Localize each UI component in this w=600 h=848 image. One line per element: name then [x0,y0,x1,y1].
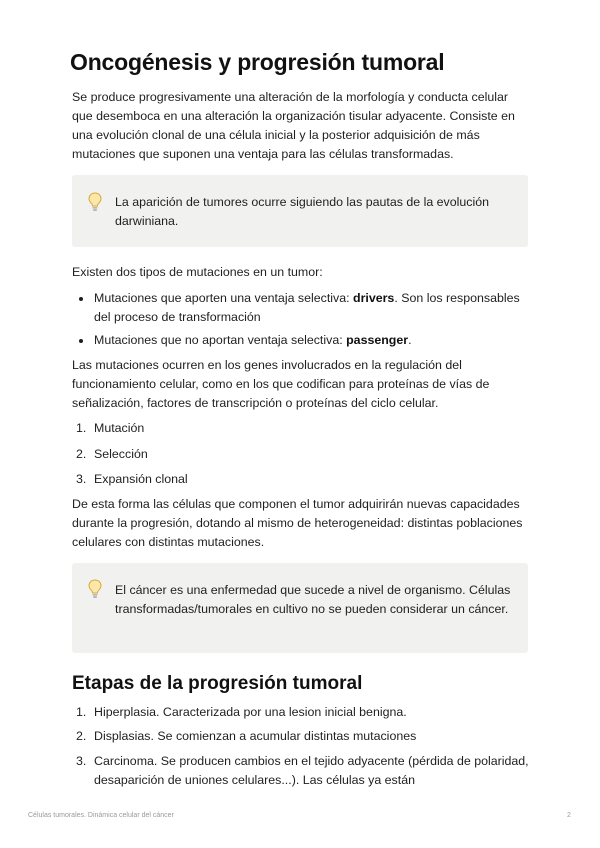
callout-text: La aparición de tumores ocurre siguiendo las pautas de la evolución darwiniana. [115,195,490,228]
bullet-dot [79,297,83,301]
intro-paragraph: Se produce progresivamente una alteración de la morfología y conducta celular que desemboca en una alteración la organización tisular adyacente. Consiste en una evolución clonal de una célula inicial y la posterior adquisición de más mutaciones que suponen una ventaja para las células transformadas. [72,90,515,161]
list-number: 3. [76,754,87,768]
genes-paragraph: Las mutaciones ocurren en los genes involucrados en la regulación del funcionamiento celular, como en los que codifican para proteínas de vías de señalización, factores de transcripción o proteínas del ciclo celular. [72,358,490,410]
term-drivers: drivers [353,291,395,305]
capacities-paragraph: De esta forma las células que componen el tumor adquirirán nuevas capacidades durante la progresión, dotando al mismo de heterogeneidad: distintas poblaciones celulares con distintas mutaciones. [72,497,523,549]
step-text: Selección [94,447,148,461]
page-title: Oncogénesis y progresión tumoral [70,49,445,75]
stage-text: Hiperplasia. Caracterizada por una lesion inicial benigna. [94,705,407,719]
callout-text: El cáncer es una enfermedad que sucede a nivel de organismo. Células transformadas/tumorales en cultivo no se pueden considerar un cáncer. [115,583,511,616]
mutation-types-intro: Existen dos tipos de mutaciones en un tumor: [72,265,323,279]
bullet-text: Mutaciones que no aportan ventaja selectiva: passenger. [94,333,412,347]
list-number: 2. [76,729,87,743]
callout-organism [72,563,528,653]
step-text: Mutación [94,421,145,435]
list-number: 1. [76,705,87,719]
footer-page-number: 2 [567,812,571,819]
stage-text: Displasias. Se comienzan a acumular distintas mutaciones [94,729,417,743]
list-number: 2. [76,447,87,461]
lightbulb-icon [88,579,102,599]
bullet-text: Mutaciones que aporten una ventaja selectiva: drivers. Son los responsables del proceso de transformación [94,291,520,324]
list-number: 3. [76,472,87,486]
list-number: 1. [76,421,87,435]
stage-text: Carcinoma. Se producen cambios en el tejido adyacente (pérdida de polaridad, desaparición de uniones celulares...). Las células ya están [94,754,529,787]
callout-darwinian [72,175,528,247]
term-passenger: passenger [346,333,409,347]
footer-document-title: Células tumorales. Dinámica celular del cáncer [28,812,174,819]
bullet-dot [79,339,83,343]
step-text: Expansión clonal [94,472,188,486]
section-heading: Etapas de la progresión tumoral [72,673,363,694]
lightbulb-icon [88,192,102,212]
